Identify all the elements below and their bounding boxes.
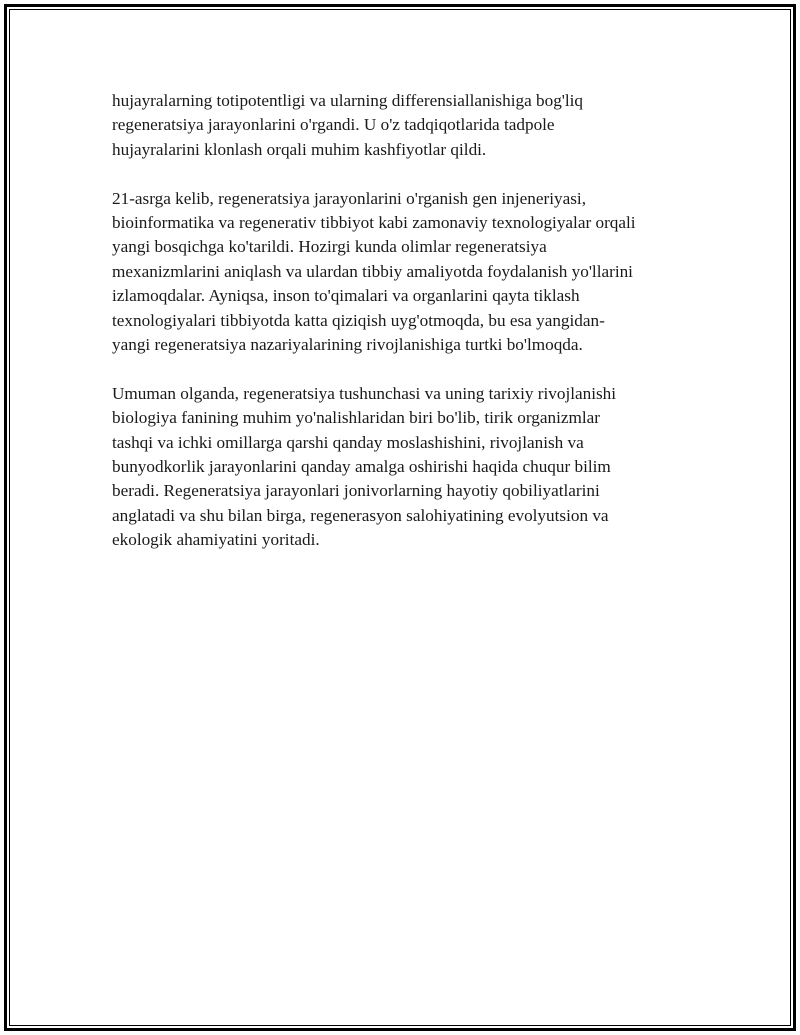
text-line: hujayralarning totipotentligi va ularning differensiallanishiga bog'liq — [112, 91, 584, 110]
text-line: bunyodkorlik jarayonlarini qanday amalga oshirishi haqida chuqur bilim — [112, 457, 611, 477]
document-body — [112, 89, 692, 577]
text-line: 21-asrga kelib, regeneratsiya jarayonlarini o'rganish gen injeneriyasi, — [112, 188, 586, 208]
text-line: tashqi va ichki omillarga qarshi qanday moslashishini, rivojlanish va — [112, 432, 584, 452]
text-line: bioinformatika va regenerativ tibbiyot kabi zamonaviy texnologiyalar orqali — [112, 213, 636, 233]
text-line: anglatadi va shu bilan birga, regenerasyon salohiyatining evolyutsion va — [112, 505, 609, 525]
text-line: izlamoqdalar. Ayniqsa, inson to'qimalari va organlarini qayta tiklash — [112, 286, 580, 306]
paragraph-2 — [112, 187, 692, 358]
text-line: hujayralarini klonlash orqali muhim kashfiyotlar qildi. — [112, 139, 487, 159]
text-line: yangi regeneratsiya nazariyalarining rivojlanishiga turtki bo'lmoqda. — [112, 335, 583, 355]
paragraph-1 — [112, 89, 692, 162]
text-line: Umuman olganda, regeneratsiya tushunchasi va uning tarixiy rivojlanishi — [112, 383, 617, 403]
text-line: texnologiyalari tibbiyotda katta qiziqish uyg'otmoqda, bu esa yangidan- — [112, 310, 605, 330]
text-line: ekologik ahamiyatini yoritadi. — [112, 530, 320, 550]
text-line: biologiya fanining muhim yo'nalishlaridan biri bo'lib, tirik organizmlar — [112, 408, 600, 428]
text-line: mexanizmlarini aniqlash va ulardan tibbiy amaliyotda foydalanish yo'llarini — [112, 261, 633, 281]
text-line: regeneratsiya jarayonlarini o'rgandi. U o'z tadqiqotlarida tadpole — [112, 115, 555, 135]
paragraph-3 — [112, 382, 692, 553]
text-line: yangi bosqichga ko'tarildi. Hozirgi kunda olimlar regeneratsiya — [112, 237, 547, 257]
text-line: beradi. Regeneratsiya jarayonlari jonivorlarning hayotiy qobiliyatlarini — [112, 481, 600, 501]
